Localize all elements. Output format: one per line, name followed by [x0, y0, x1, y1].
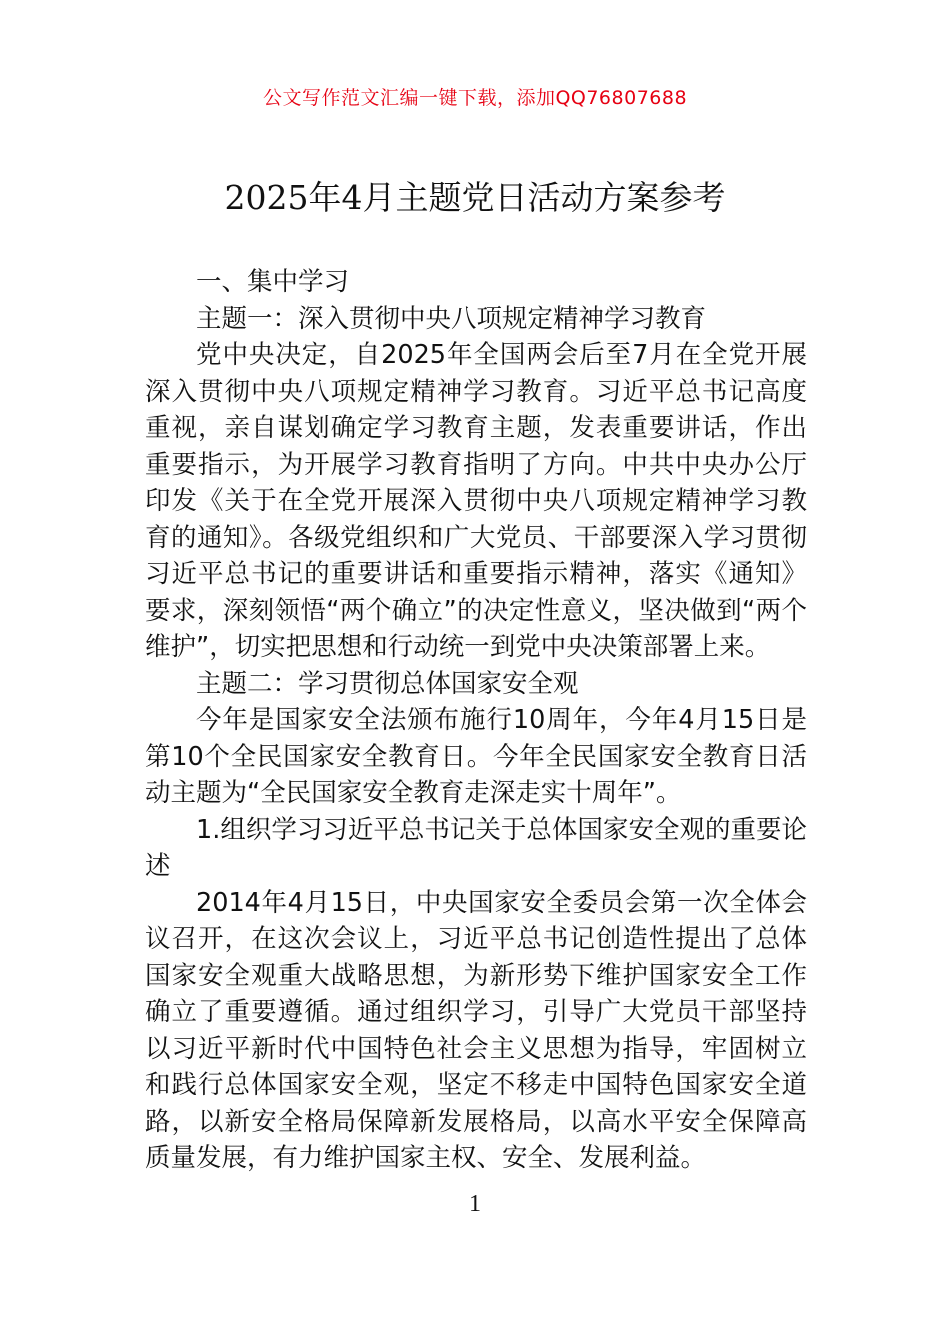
body-paragraph: 党中央决定，自2025年全国两会后至7月在全党开展深入贯彻中央八项规定精神学习教育。习近平总书记高度重视，亲自谋划确定学习教育主题，发表重要讲话，作出重要指示，为开展学习教育指明了方向。中共中央办公厅印发《关于在全党开展深入贯彻中央八项规定精神学习教育的通知》。各级党组织和广大党员、干部要深入学习贯彻习近平总书记的重要讲话和重要指示精神，落实《通知》要求，深刻领悟“两个确立”的决定性意义，坚决做到“两个维护”，切实把思想和行动统一到党中央决策部署上来。 [145, 340, 807, 662]
topic-heading-1: 主题一：深入贯彻中央八项规定精神学习教育 [196, 303, 707, 334]
watermark-ad: 公文写作范文汇编一键下载，添加QQ76807688 [262, 87, 688, 109]
body-paragraph: 2014年4月15日，中央国家安全委员会第一次全体会议召开，在这次会议上，习近平总书记创造性提出了总体国家安全观重大战略思想，为新形势下维护国家安全工作确立了重要遵循。通过组织学习，引导广大党员干部坚持以习近平新时代中国特色社会主义思想为指导，牢固树立和践行总体国家安全观，坚定不移走中国特色国家安全道路，以新安全格局保障新发展格局，以高水平安全保障高质量发展，有力维护国家主权、安全、发展利益。 [145, 887, 807, 1173]
section-heading-1: 一、集中学习 [196, 267, 350, 297]
topic-heading-2: 主题二：学习贯彻总体国家安全观 [196, 668, 579, 699]
body-paragraph: 今年是国家安全法颁布施行10周年，今年4月15日是第10个全民国家安全教育日。今年全民国家安全教育日活动主题为“全民国家安全教育走深走实十周年”。 [145, 705, 807, 808]
subsection-heading-1: 1.组织学习习近平总书记关于总体国家安全观的重要论述 [145, 814, 807, 881]
document-body [145, 264, 807, 1177]
page-number: 1 [469, 1191, 481, 1217]
document-title: 2025年4月主题党日活动方案参考 [224, 178, 726, 217]
